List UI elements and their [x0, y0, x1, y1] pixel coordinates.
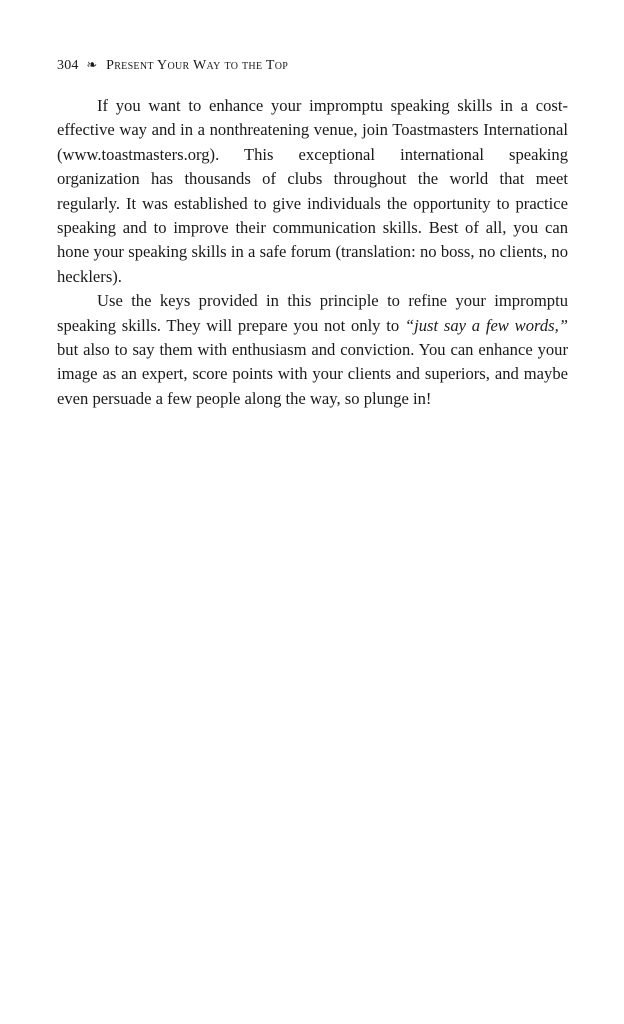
- paragraph-conclusion: [57, 289, 568, 411]
- paragraph-toastmasters: If you want to enhance your impromptu speaking skills in a cost-effective way and in a nonthreatening venue, join Toastmasters International (www.toastmasters.org). This exceptional international speaking organization has thousands of clubs throughout the world that meet regularly. It was established to give individuals the opportunity to practice speaking and to improve their communication skills. Best of all, you can hone your speaking skills in a safe forum (translation: no boss, no clients, no hecklers).: [57, 96, 568, 286]
- running-head-title: Present Your Way to the Top: [106, 58, 289, 73]
- page-number: 304: [57, 58, 79, 73]
- paragraph-text-before: Use the keys provided in this principle to refine your impromptu speaking skills. They will prepare you not only to: [57, 291, 568, 335]
- running-head: [57, 56, 288, 75]
- paragraph-text-after: but also to say them with enthusiasm and conviction. You can enhance your image as an expert, score points with your clients and superiors, and maybe even persuade a few people along the way, so plunge in!: [57, 340, 568, 408]
- emphasized-quote: “just say a few words,”: [404, 315, 568, 335]
- fleuron-icon: ❧: [86, 57, 98, 72]
- body-text: [57, 94, 568, 411]
